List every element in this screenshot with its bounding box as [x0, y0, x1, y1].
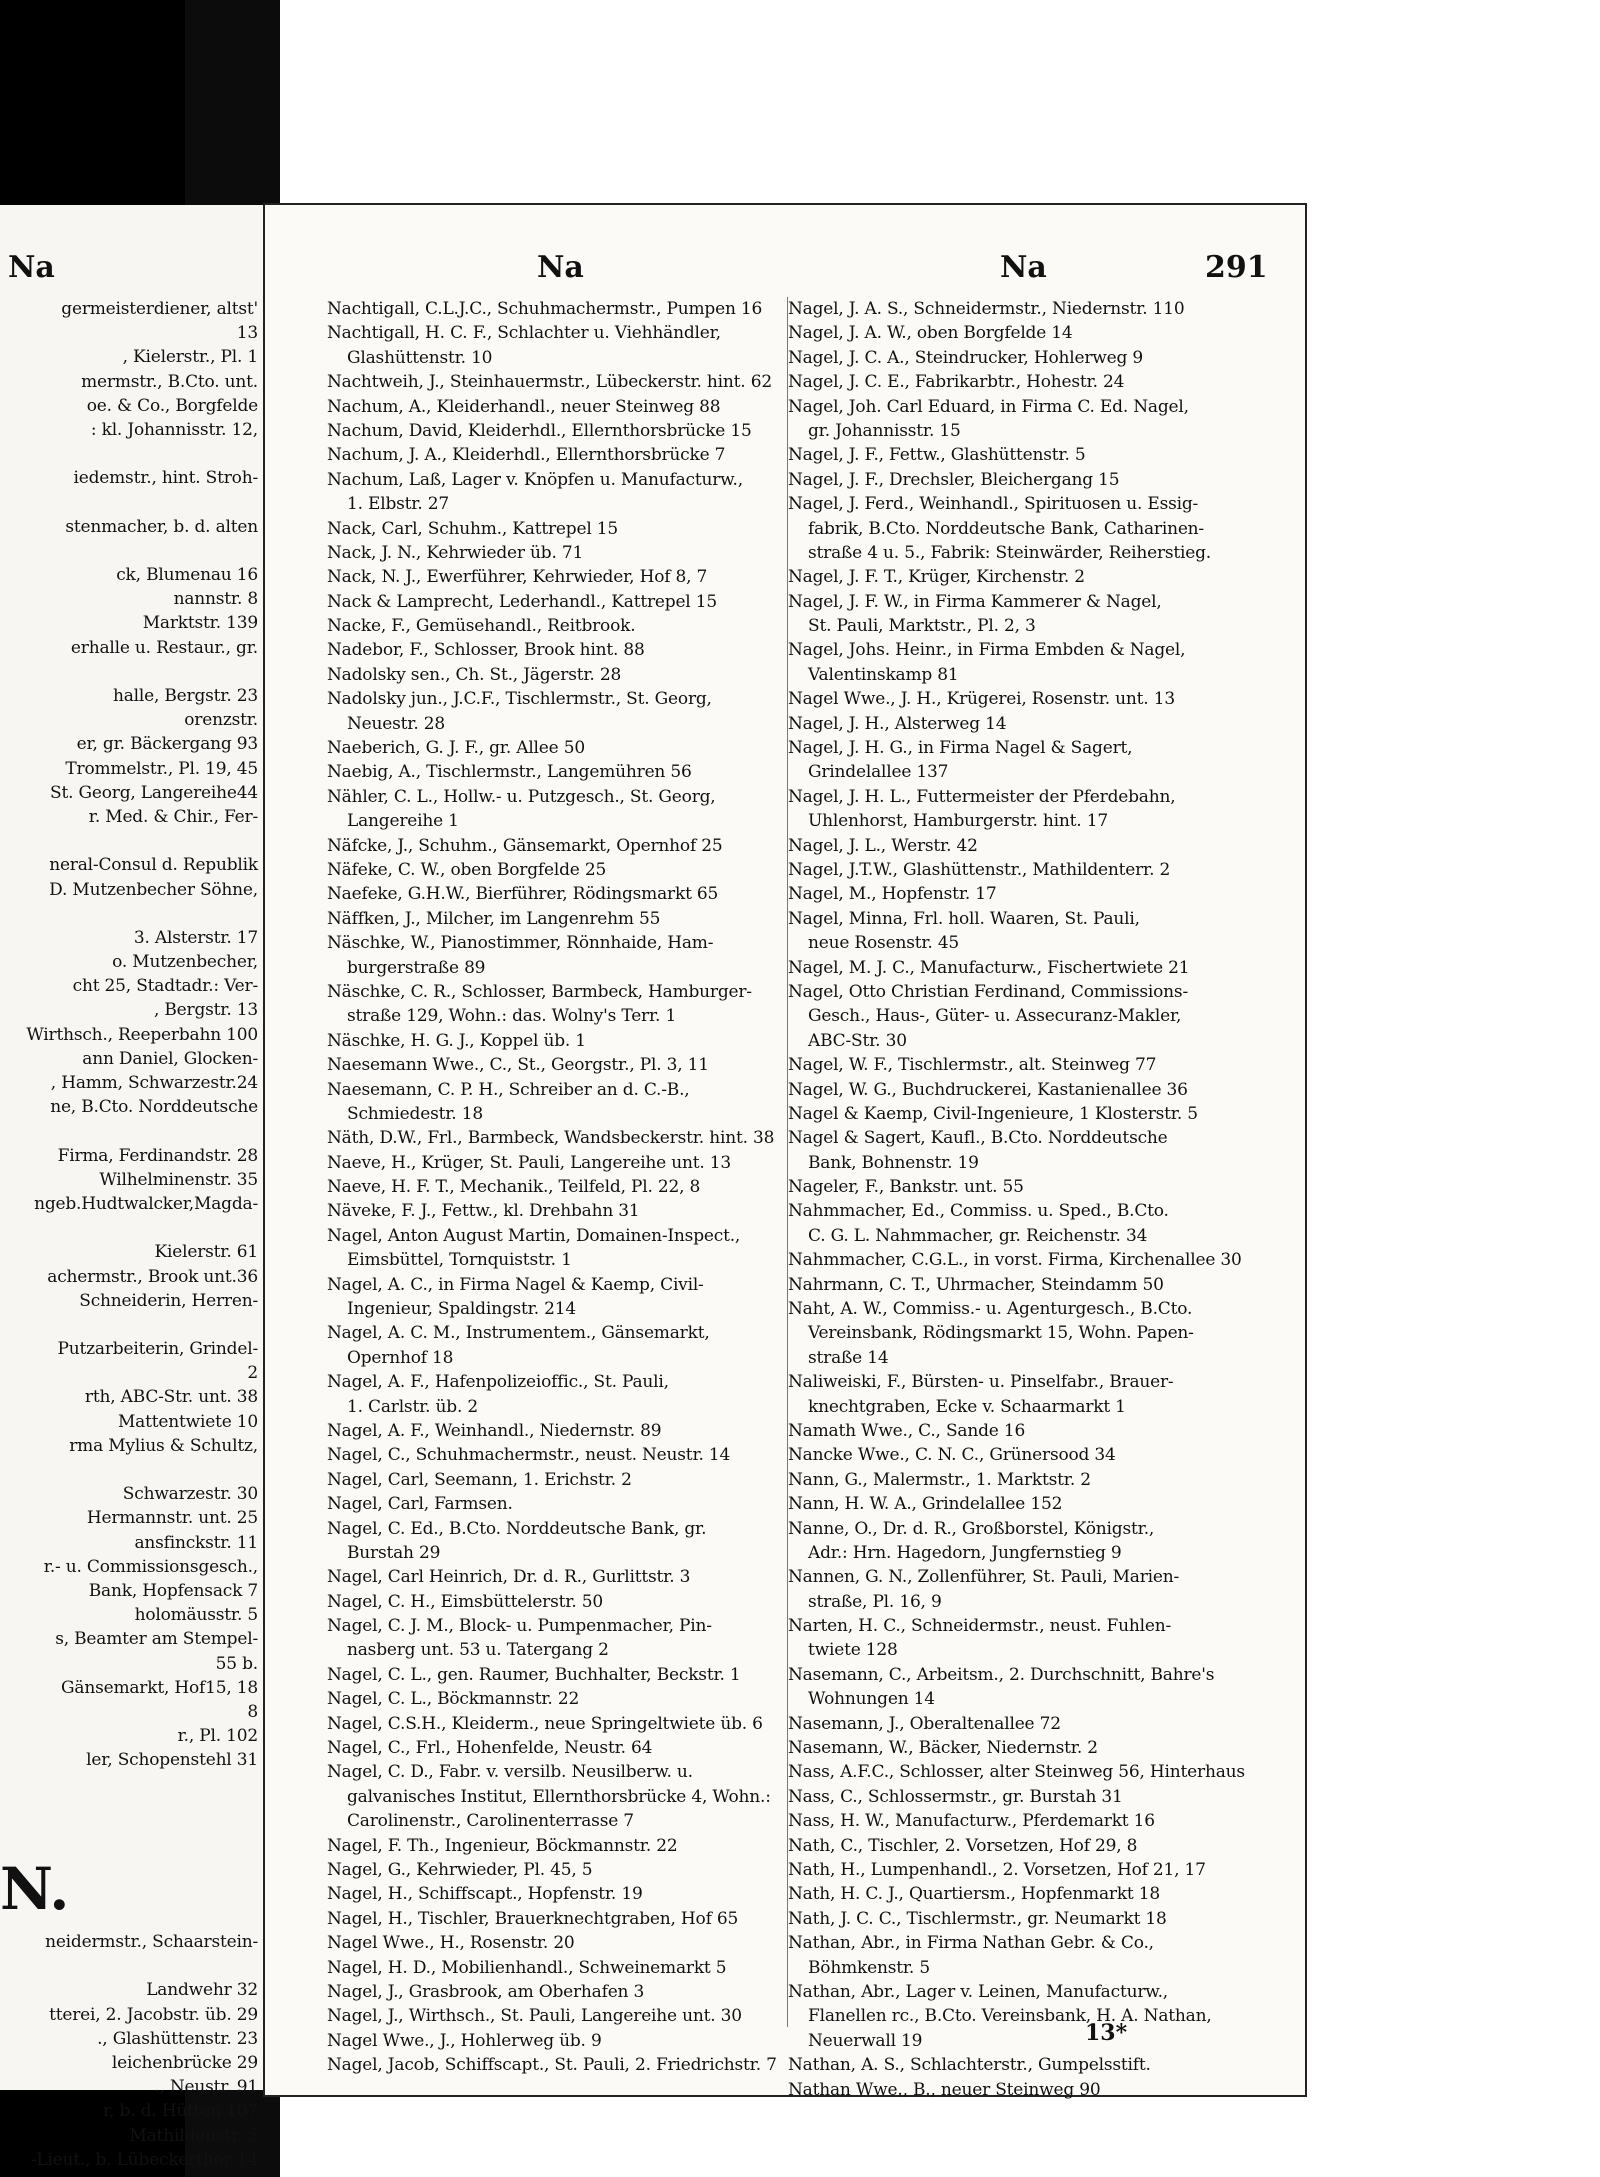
left-page-line: , Bergstr. 13: [153, 1000, 258, 1021]
directory-entry-line: Nathan, Abr., in Firma Nathan Gebr. & Co.,: [788, 1933, 1154, 1954]
left-page-line: r. Med. & Chir., Fer-: [88, 806, 258, 827]
directory-entry-line: Nanne, O., Dr. d. R., Großborstel, Königstr.,: [788, 1518, 1155, 1539]
directory-entry-line: Böhmkenstr. 5: [808, 1957, 930, 1978]
directory-entry-line: Nagel, J. C. E., Fabrikarbtr., Hohestr. 24: [788, 372, 1125, 393]
header-right: Na: [1000, 250, 1047, 285]
directory-entry-line: Uhlenhorst, Hamburgerstr. hint. 17: [808, 811, 1108, 832]
directory-entry-line: Glashüttenstr. 10: [347, 347, 493, 368]
directory-entry-line: St. Pauli, Marktstr., Pl. 2, 3: [808, 616, 1036, 637]
directory-entry-line: Nasemann, C., Arbeitsm., 2. Durchschnitt, Bahre's: [788, 1664, 1215, 1685]
directory-entry-line: Nathan, A. S., Schlachterstr., Gumpelsstift.: [788, 2055, 1151, 2076]
directory-entry-line: Opernhof 18: [347, 1347, 454, 1368]
directory-entry-line: Nagel, M. J. C., Manufacturw., Fischertwiete 21: [788, 957, 1190, 978]
left-page-line: Mattentwiete 10: [117, 1411, 258, 1432]
directory-entry-line: Nagel, C., Frl., Hohenfelde, Neustr. 64: [327, 1738, 653, 1759]
left-page-line: germeisterdiener, altst': [61, 299, 258, 319]
left-page-line: Schneiderin, Herren-: [79, 1290, 258, 1311]
directory-column-1: [327, 297, 787, 2078]
directory-entry-line: Nagel, Jacob, Schiffscapt., St. Pauli, 2. Friedrichstr. 7: [327, 2055, 777, 2076]
directory-entry-line: Nagel, C. D., Fabr. v. versilb. Neusilberw. u.: [327, 1762, 693, 1783]
directory-entry-line: Nahmmacher, Ed., Commiss. u. Sped., B.Cto.: [788, 1201, 1169, 1222]
directory-entry-line: Nathan, Abr., Lager v. Leinen, Manufacturw.,: [788, 1981, 1168, 2002]
left-page-lines-after: [0, 1930, 262, 2172]
directory-entry-line: Nagel, Otto Christian Ferdinand, Commissions-: [788, 981, 1188, 1002]
directory-entry-line: Nath, C., Tischler, 2. Vorsetzen, Hof 29, 8: [788, 1835, 1138, 1856]
directory-entry-line: Nacke, F., Gemüsehandl., Reitbrook.: [327, 616, 636, 637]
directory-entry-line: Naliweiski, F., Bürsten- u. Pinselfabr., Brauer-: [788, 1372, 1174, 1393]
left-page-line: [0, 1119, 262, 1143]
left-page-line: , Kielerstr., Pl. 1: [122, 347, 258, 368]
left-page-line: ngeb.Hudtwalcker,Magda-: [34, 1193, 258, 1214]
left-page-line: ck, Blumenau 16: [116, 565, 258, 586]
directory-entry-line: Nagel, A. C., in Firma Nagel & Kaemp, Civil-: [327, 1274, 704, 1295]
directory-entry-line: galvanisches Institut, Ellernthorsbrücke 4, Wohn.:: [347, 1786, 771, 1807]
left-page-line: o. Mutzenbecher,: [112, 952, 258, 973]
directory-entry-line: Nachum, Laß, Lager v. Knöpfen u. Manufacturw.,: [327, 469, 743, 490]
directory-entry-line: Näschke, H. G. J., Koppel üb. 1: [327, 1030, 586, 1051]
directory-entry-line: Nagel, H., Schiffscapt., Hopfenstr. 19: [327, 1884, 643, 1905]
directory-entry-line: Nachum, J. A., Kleiderhdl., Ellernthorsbrücke 7: [327, 445, 726, 466]
left-page-line: s, Beamter am Stempel-: [55, 1629, 258, 1650]
left-page-line: D. Mutzenbecher Söhne,: [49, 879, 258, 900]
left-page-line: St. Georg, Langereihe44: [50, 782, 258, 803]
directory-entry-line: Nagel, A. F., Hafenpolizeioffic., St. Pauli,: [327, 1372, 669, 1393]
directory-entry-line: Nadolsky sen., Ch. St., Jägerstr. 28: [327, 664, 622, 685]
left-page-line: Bank, Hopfensack 7: [88, 1580, 258, 1601]
directory-entry-line: Nack & Lamprecht, Lederhandl., Kattrepel 15: [327, 591, 717, 612]
left-page-line: holomäusstr. 5: [134, 1605, 258, 1626]
left-page-line: leichenbrücke 29: [111, 2052, 258, 2073]
directory-entry-line: Nagel, Minna, Frl. holl. Waaren, St. Pauli,: [788, 908, 1140, 929]
directory-entry-line: Nagel, Joh. Carl Eduard, in Firma C. Ed. Nagel,: [788, 396, 1189, 417]
left-page-line: 3. Alsterstr. 17: [133, 927, 258, 948]
left-page-lines: [0, 297, 262, 1772]
left-page-line: Marktstr. 139: [142, 613, 258, 634]
left-page-line: tterei, 2. Jacobstr. üb. 29: [49, 2004, 258, 2025]
directory-entry-line: Nagel, C. H., Eimsbüttelerstr. 50: [327, 1591, 603, 1612]
directory-entry-line: Valentinskamp 81: [808, 664, 959, 685]
directory-entry-line: Nagel, F. Th., Ingenieur, Böckmannstr. 22: [327, 1835, 678, 1856]
directory-entry-line: nasberg unt. 53 u. Tatergang 2: [347, 1640, 609, 1661]
left-page-line: Gänsemarkt, Hof15, 18: [61, 1677, 258, 1698]
directory-entry-line: Naesemann, C. P. H., Schreiber an d. C.-B.,: [327, 1079, 690, 1100]
left-page-line: Schwarzestr. 30: [122, 1484, 258, 1505]
left-page-line: Kielerstr. 61: [154, 1242, 258, 1263]
left-page-line: , Hamm, Schwarzestr.24: [50, 1073, 258, 1093]
left-page-line: halle, Bergstr. 23: [112, 686, 258, 706]
directory-entry-line: Nagel, C. L., gen. Raumer, Buchhalter, Beckstr. 1: [327, 1664, 741, 1685]
left-page-line: r, b. d. Hütten 107: [103, 2101, 258, 2122]
left-page-line: [0, 829, 262, 853]
left-page-line: ne, B.Cto. Norddeutsche: [50, 1097, 258, 1118]
signature-mark: 13*: [1085, 2020, 1128, 2046]
directory-entry-line: Nagel, J. F., Fettw., Glashüttenstr. 5: [788, 445, 1086, 466]
directory-entry-line: straße 4 u. 5., Fabrik: Steinwärder, Reiherstieg.: [808, 542, 1212, 563]
left-page-line: [0, 1313, 262, 1337]
directory-entry-line: Nachtweih, J., Steinhauermstr., Lübeckerstr. hint. 62: [327, 372, 772, 393]
left-page-line: 8: [247, 1701, 258, 1722]
directory-entry-line: Nagel, J. Ferd., Weinhandl., Spirituosen u. Essig-: [788, 494, 1199, 515]
left-page-line: Hermannstr. unt. 25: [86, 1508, 258, 1529]
directory-entry-line: Nagel, G., Kehrwieder, Pl. 45, 5: [327, 1860, 593, 1880]
section-letter: N.: [0, 1855, 70, 1923]
directory-entry-line: Nagel, H., Tischler, Brauerknechtgraben, Hof 65: [327, 1908, 739, 1929]
left-page-line: iedemstr., hint. Stroh-: [73, 468, 258, 489]
directory-entry-line: Naeve, H., Krüger, St. Pauli, Langereihe unt. 13: [327, 1152, 732, 1173]
directory-entry-line: Nagel & Sagert, Kaufl., B.Cto. Norddeutsche: [788, 1128, 1168, 1149]
left-page-line: Wirthsch., Reeperbahn 100: [26, 1024, 258, 1045]
directory-entry-line: Flanellen rc., B.Cto. Vereinsbank, H. A. Nathan,: [808, 2006, 1212, 2027]
left-page-line: nannstr. 8: [173, 589, 258, 610]
left-page-line: rth, ABC-Str. unt. 38: [84, 1387, 258, 1408]
directory-entry-line: Nagel, J., Grasbrook, am Oberhafen 3: [327, 1981, 645, 2002]
left-page-line: [0, 539, 262, 563]
directory-entry-line: Nageler, F., Bankstr. unt. 55: [788, 1177, 1024, 1198]
directory-entry-line: Nagel, Carl Heinrich, Dr. d. R., Gurlittstr. 3: [327, 1567, 691, 1588]
left-page-line: ann Daniel, Glocken-: [82, 1048, 258, 1069]
directory-entry-line: Näveke, F. J., Fettw., kl. Drehbahn 31: [327, 1201, 640, 1222]
left-page-line: -Lieut., b. Lübeckerthor 14: [30, 2149, 258, 2170]
directory-entry-line: neue Rosenstr. 45: [808, 933, 960, 954]
directory-entry-line: knechtgraben, Ecke v. Schaarmarkt 1: [808, 1396, 1126, 1417]
directory-entry-line: Nagel, J.T.W., Glashüttenstr., Mathildenterr. 2: [788, 859, 1171, 880]
directory-entry-line: Nagel, A. F., Weinhandl., Niedernstr. 89: [327, 1420, 662, 1441]
left-page-line: mermstr., B.Cto. unt.: [81, 371, 258, 392]
left-page-line: [0, 1458, 262, 1482]
directory-entry-line: C. G. L. Nahmmacher, gr. Reichenstr. 34: [808, 1225, 1148, 1246]
left-page-line: orenzstr.: [184, 710, 258, 731]
left-page-line: [0, 1954, 262, 1978]
directory-entry-line: Naht, A. W., Commiss.- u. Agenturgesch., B.Cto.: [788, 1299, 1193, 1320]
directory-entry-line: Nack, N. J., Ewerführer, Kehrwieder, Hof 8, 7: [327, 567, 708, 588]
header-left: Na: [537, 250, 584, 285]
directory-entry-line: Nagel, W. F., Tischlermstr., alt. Steinweg 77: [788, 1055, 1157, 1076]
directory-entry-line: Nass, C., Schlossermstr., gr. Burstah 31: [788, 1786, 1123, 1807]
directory-entry-line: Nachtigall, C.L.J.C., Schuhmachermstr., Pumpen 16: [327, 299, 763, 319]
left-page-line: neral-Consul d. Republik: [49, 855, 258, 876]
directory-entry-line: Nadebor, F., Schlosser, Brook hint. 88: [327, 640, 645, 661]
left-page-line: [0, 660, 262, 684]
left-page-line: ., Neustr. 91: [154, 2077, 258, 2098]
left-page-line: Firma, Ferdinandstr. 28: [57, 1145, 258, 1166]
left-page-line: Mathildenstr. 5: [129, 2125, 258, 2146]
directory-entry-line: Näfcke, J., Schuhm., Gänsemarkt, Opernhof 25: [327, 835, 723, 856]
directory-entry-line: Vereinsbank, Rödingsmarkt 15, Wohn. Papen-: [808, 1323, 1194, 1344]
left-page-line: Trommelstr., Pl. 19, 45: [65, 758, 258, 779]
directory-entry-line: Nagel, C.S.H., Kleiderm., neue Springeltwiete üb. 6: [327, 1713, 763, 1734]
directory-entry-line: Langereihe 1: [347, 811, 459, 832]
directory-entry-line: Nachtigall, H. C. F., Schlachter u. Viehhändler,: [327, 323, 721, 344]
directory-entry-line: Eimsbüttel, Tornquiststr. 1: [347, 1250, 572, 1271]
directory-entry-line: burgerstraße 89: [347, 957, 486, 978]
directory-entry-line: Nagel Wwe., J. H., Krügerei, Rosenstr. unt. 13: [788, 689, 1175, 710]
left-page-line: oe. & Co., Borgfelde: [86, 395, 258, 416]
directory-entry-line: Nahrmann, C. T., Uhrmacher, Steindamm 50: [788, 1274, 1164, 1295]
directory-column-2: [788, 297, 1248, 2102]
directory-entry-line: straße 14: [808, 1347, 889, 1368]
directory-entry-line: Nagel, H. D., Mobilienhandl., Schweinemarkt 5: [327, 1957, 727, 1978]
directory-entry-line: Nagel & Kaemp, Civil-Ingenieure, 1 Klosterstr. 5: [788, 1103, 1198, 1124]
directory-entry-line: Nagel, C. J. M., Block- u. Pumpenmacher, Pin-: [327, 1616, 712, 1637]
directory-entry-line: Naeberich, G. J. F., gr. Allee 50: [327, 738, 585, 759]
directory-entry-line: Nagel, C. L., Böckmannstr. 22: [327, 1689, 580, 1710]
directory-entry-line: Grindelallee 137: [808, 762, 949, 783]
left-page-line: er, gr. Bäckergang 93: [76, 734, 258, 755]
directory-entry-line: Nagel, J. C. A., Steindrucker, Hohlerweg 9: [788, 347, 1143, 368]
directory-entry-line: Nagel Wwe., J., Hohlerweg üb. 9: [327, 2030, 602, 2051]
left-page-line: stenmacher, b. d. alten: [65, 516, 258, 537]
directory-entry-line: Näschke, C. R., Schlosser, Barmbeck, Hamburger-: [327, 981, 752, 1002]
directory-entry-line: straße 129, Wohn.: das. Wolny's Terr. 1: [347, 1006, 677, 1027]
directory-entry-line: Adr.: Hrn. Hagedorn, Jungfernstieg 9: [808, 1542, 1122, 1563]
left-page-line: 55 b.: [215, 1653, 258, 1674]
left-page-line: Landwehr 32: [146, 1980, 258, 2001]
directory-entry-line: Burstah 29: [347, 1542, 441, 1563]
directory-entry-line: Nagel, J. F. T., Krüger, Kirchenstr. 2: [788, 567, 1085, 588]
directory-entry-line: Naefeke, G.H.W., Bierführer, Rödingsmarkt 65: [327, 884, 719, 905]
directory-entry-line: Nagel, W. G., Buchdruckerei, Kastanienallee 36: [788, 1079, 1188, 1100]
directory-entry-line: Nath, H. C. J., Quartiersm., Hopfenmarkt 18: [788, 1884, 1160, 1905]
directory-entry-line: Carolinenstr., Carolinenterrasse 7: [347, 1811, 634, 1832]
directory-entry-line: Bank, Bohnenstr. 19: [808, 1152, 979, 1173]
directory-entry-line: Nagel, C. Ed., B.Cto. Norddeutsche Bank, gr.: [327, 1518, 707, 1539]
left-page-heading: Na: [8, 250, 55, 285]
directory-entry-line: Nagel, Anton August Martin, Domainen-Inspect.,: [327, 1225, 741, 1246]
directory-entry-line: Nachum, David, Kleiderhdl., Ellernthorsbrücke 15: [327, 420, 752, 441]
directory-entry-line: Nack, J. N., Kehrwieder üb. 71: [327, 542, 584, 563]
directory-entry-line: gr. Johannisstr. 15: [808, 420, 961, 441]
directory-entry-line: twiete 128: [808, 1640, 898, 1661]
directory-entry-line: Naebig, A., Tischlermstr., Langemühren 56: [327, 762, 692, 783]
directory-entry-line: Näffken, J., Milcher, im Langenrehm 55: [327, 908, 661, 929]
directory-entry-line: Nack, Carl, Schuhm., Kattrepel 15: [327, 518, 618, 539]
directory-entry-line: Nathan Wwe., B., neuer Steinweg 90: [788, 2079, 1101, 2100]
page-number: 291: [1205, 250, 1268, 285]
directory-entry-line: Nagel, J. H., Alsterweg 14: [788, 713, 1007, 734]
directory-entry-line: Neuestr. 28: [347, 713, 445, 734]
directory-entry-line: Nath, H., Lumpenhandl., 2. Vorsetzen, Hof 21, 17: [788, 1860, 1206, 1880]
directory-entry-line: Nagel, Carl, Farmsen.: [327, 1494, 513, 1515]
directory-entry-line: Naeve, H. F. T., Mechanik., Teilfeld, Pl. 22, 8: [327, 1177, 701, 1198]
directory-entry-line: 1. Carlstr. üb. 2: [347, 1396, 479, 1417]
directory-entry-line: Nancke Wwe., C. N. C., Grünersood 34: [788, 1445, 1116, 1466]
left-page-line: r.- u. Commissionsgesch.,: [43, 1556, 258, 1577]
directory-entry-line: Nann, H. W. A., Grindelallee 152: [788, 1494, 1063, 1515]
directory-entry-line: Näschke, W., Pianostimmer, Rönnhaide, Ham-: [327, 933, 714, 954]
directory-entry-line: Nagel, A. C. M., Instrumentem., Gänsemarkt,: [327, 1323, 710, 1344]
directory-entry-line: Nass, A.F.C., Schlosser, alter Steinweg 56, Hinterhaus: [788, 1762, 1245, 1783]
right-page: [265, 205, 1305, 2100]
directory-entry-line: Nagel, J. F., Drechsler, Bleichergang 15: [788, 469, 1120, 490]
left-page-line: ., Glashüttenstr. 23: [97, 2028, 258, 2049]
directory-entry-line: Narten, H. C., Schneidermstr., neust. Fuhlen-: [788, 1616, 1172, 1637]
directory-entry-line: Nagel, J. H. L., Futtermeister der Pferdebahn,: [788, 786, 1176, 807]
directory-entry-line: Naesemann Wwe., C., St., Georgstr., Pl. 3, 11: [327, 1055, 709, 1076]
left-page-line: ansfinckstr. 11: [134, 1532, 258, 1553]
directory-entry-line: Nagel, Carl, Seemann, 1. Erichstr. 2: [327, 1469, 632, 1490]
directory-entry-line: Nannen, G. N., Zollenführer, St. Pauli, Marien-: [788, 1567, 1180, 1588]
directory-entry-line: Nagel, Johs. Heinr., in Firma Embden & Nagel,: [788, 640, 1186, 661]
directory-entry-line: Neuerwall 19: [808, 2030, 923, 2051]
left-page-line: [0, 491, 262, 515]
left-page-line: 2: [247, 1363, 258, 1384]
directory-entry-line: Nahmmacher, C.G.L., in vorst. Firma, Kirchenallee 30: [788, 1250, 1242, 1271]
directory-entry-line: Namath Wwe., C., Sande 16: [788, 1420, 1026, 1441]
directory-entry-line: Nagel, J. F. W., in Firma Kammerer & Nagel,: [788, 591, 1162, 612]
directory-entry-line: Nass, H. W., Manufacturw., Pferdemarkt 16: [788, 1811, 1155, 1832]
directory-entry-line: Ingenieur, Spaldingstr. 214: [347, 1299, 576, 1320]
directory-entry-line: Näfeke, C. W., oben Borgfelde 25: [327, 859, 607, 880]
directory-entry-line: Nagel, J. L., Werstr. 42: [788, 835, 978, 856]
directory-entry-line: Schmiedestr. 18: [347, 1103, 483, 1124]
left-page-line: : kl. Johannisstr. 12,: [90, 419, 258, 440]
left-page-line: r., Pl. 102: [177, 1726, 258, 1747]
left-page-line: Putzarbeiterin, Grindel-: [57, 1339, 258, 1360]
left-page-line: [0, 1216, 262, 1240]
directory-entry-line: Näth, D.W., Frl., Barmbeck, Wandsbeckerstr. hint. 38: [327, 1128, 775, 1149]
left-page-line: cht 25, Stadtadr.: Ver-: [72, 976, 258, 997]
directory-entry-line: Nagel, M., Hopfenstr. 17: [788, 884, 997, 905]
directory-entry-line: Nath, J. C. C., Tischlermstr., gr. Neumarkt 18: [788, 1908, 1167, 1929]
directory-entry-line: Nann, G., Malermstr., 1. Marktstr. 2: [788, 1469, 1091, 1490]
left-page-line: Wilhelminenstr. 35: [99, 1169, 258, 1190]
left-page-line: [0, 902, 262, 926]
directory-entry-line: ABC-Str. 30: [808, 1030, 907, 1051]
left-page: [0, 205, 268, 2170]
left-page-line: erhalle u. Restaur., gr.: [70, 637, 258, 658]
directory-entry-line: straße, Pl. 16, 9: [808, 1591, 942, 1612]
directory-entry-line: Nagel, J., Wirthsch., St. Pauli, Langereihe unt. 30: [327, 2006, 742, 2027]
left-page-line: rma Mylius & Schultz,: [69, 1435, 258, 1456]
directory-entry-line: Nasemann, J., Oberaltenallee 72: [788, 1713, 1061, 1734]
left-page-line: 13: [236, 323, 258, 344]
left-page-line: achermstr., Brook unt.36: [47, 1266, 258, 1287]
directory-entry-line: Nagel, J. H. G., in Firma Nagel & Sagert,: [788, 738, 1133, 759]
directory-entry-line: fabrik, B.Cto. Norddeutsche Bank, Catharinen-: [808, 518, 1204, 539]
left-page-line: neidermstr., Schaarstein-: [45, 1932, 258, 1952]
directory-entry-line: 1. Elbstr. 27: [347, 494, 450, 515]
directory-entry-line: Nachum, A., Kleiderhandl., neuer Steinweg 88: [327, 396, 721, 417]
left-page-line: ler, Schopenstehl 31: [86, 1750, 258, 1771]
directory-entry-line: Wohnungen 14: [808, 1689, 935, 1710]
directory-entry-line: Nähler, C. L., Hollw.- u. Putzgesch., St. Georg,: [327, 786, 716, 807]
directory-entry-line: Gesch., Haus-, Güter- u. Assecuranz-Makler,: [808, 1006, 1182, 1027]
directory-entry-line: Nagel Wwe., H., Rosenstr. 20: [327, 1933, 575, 1954]
directory-entry-line: Nagel, C., Schuhmachermstr., neust. Neustr. 14: [327, 1445, 731, 1466]
left-page-line: [0, 442, 262, 466]
directory-entry-line: Nadolsky jun., J.C.F., Tischlermstr., St. Georg,: [327, 689, 712, 710]
directory-entry-line: Nasemann, W., Bäcker, Niedernstr. 2: [788, 1738, 1098, 1759]
directory-entry-line: Nagel, J. A. W., oben Borgfelde 14: [788, 323, 1073, 344]
directory-entry-line: Nagel, J. A. S., Schneidermstr., Niedernstr. 110: [788, 299, 1185, 319]
